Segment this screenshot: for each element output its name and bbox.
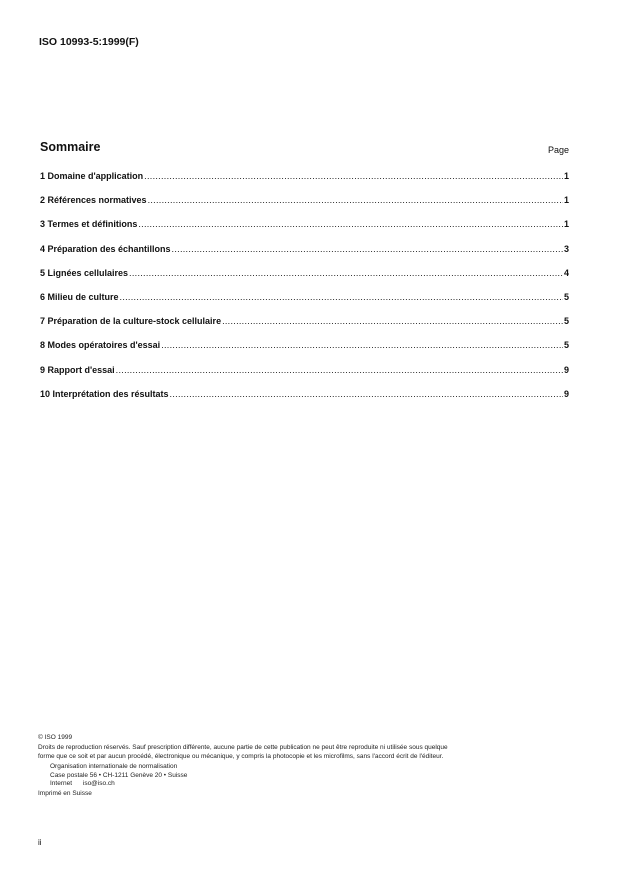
toc-entry[interactable] (40, 171, 569, 195)
toc-entry-title: 6 Milieu de culture (40, 291, 119, 302)
toc-entry-page: 9 (563, 364, 569, 375)
organisation-internet: Internet iso@iso.ch (50, 780, 115, 788)
dot-leader (222, 316, 563, 326)
organisation-name: Organisation internationale de normalisation (50, 763, 178, 771)
toc-entry-page: 1 (563, 171, 569, 181)
page-column-label: Page (547, 145, 569, 155)
toc-entry-page: 3 (563, 243, 569, 254)
toc-entry[interactable] (40, 244, 569, 268)
toc-entry[interactable] (40, 292, 569, 316)
dot-leader (172, 244, 563, 254)
toc-entry-title: 2 Références normatives (40, 195, 147, 206)
dot-leader (148, 195, 563, 205)
toc-entry[interactable] (40, 195, 569, 219)
toc-entry[interactable] (40, 365, 569, 389)
toc-entry-title: 7 Préparation de la culture-stock cellulaire (40, 316, 222, 327)
dot-leader (120, 292, 563, 302)
toc-entry-title: 4 Préparation des échantillons (40, 243, 171, 254)
toc-heading: Sommaire (40, 140, 101, 154)
toc-entry-page: 9 (563, 388, 569, 399)
rights-statement-line-2: forme que ce soit et par aucun procédé, électronique ou mécanique, y compris la photocopie et les microfilms, sans l'accord écrit de l'éditeur. (38, 752, 444, 760)
document-id: ISO 10993-5:1999(F) (39, 36, 139, 48)
dot-leader (138, 219, 563, 229)
dot-leader (161, 340, 563, 350)
toc-entry-title: 8 Modes opératoires d'essai (40, 340, 161, 351)
toc-entry-page: 4 (563, 267, 569, 278)
toc-entry-page: 5 (563, 291, 569, 302)
copyright-block (38, 734, 598, 799)
organisation-address: Case postale 56 • CH-1211 Genève 20 • Suisse (50, 771, 188, 779)
toc-entry[interactable] (40, 316, 569, 340)
toc-entry-title: 5 Lignées cellulaires (40, 267, 129, 278)
copyright-notice: © ISO 1999 (38, 734, 73, 741)
toc-entry[interactable] (40, 389, 569, 413)
toc-entry-page: 5 (563, 340, 569, 351)
dot-leader (116, 365, 563, 375)
table-of-contents (40, 171, 569, 413)
dot-leader (144, 171, 563, 181)
dot-leader (170, 389, 563, 399)
toc-entry-title: 9 Rapport d'essai (40, 364, 115, 375)
toc-entry[interactable] (40, 340, 569, 364)
dot-leader (129, 268, 563, 278)
toc-entry-page: 1 (563, 219, 569, 230)
toc-entry-page: 1 (563, 195, 569, 206)
page-number: ii (38, 838, 42, 847)
toc-entry-title: 10 Interprétation des résultats (40, 388, 169, 399)
toc-entry-title: 3 Termes et définitions (40, 219, 138, 230)
rights-statement-line-1: Droits de reproduction réservés. Sauf prescription différente, aucune partie de cette publication ne peut être reproduite ni utilisée sous quelque (38, 744, 448, 752)
toc-entry[interactable] (40, 268, 569, 292)
toc-entry[interactable] (40, 219, 569, 243)
toc-entry-page: 5 (563, 316, 569, 327)
printed-in: Imprimé en Suisse (38, 790, 92, 798)
toc-entry-title: 1 Domaine d'application (40, 171, 144, 181)
